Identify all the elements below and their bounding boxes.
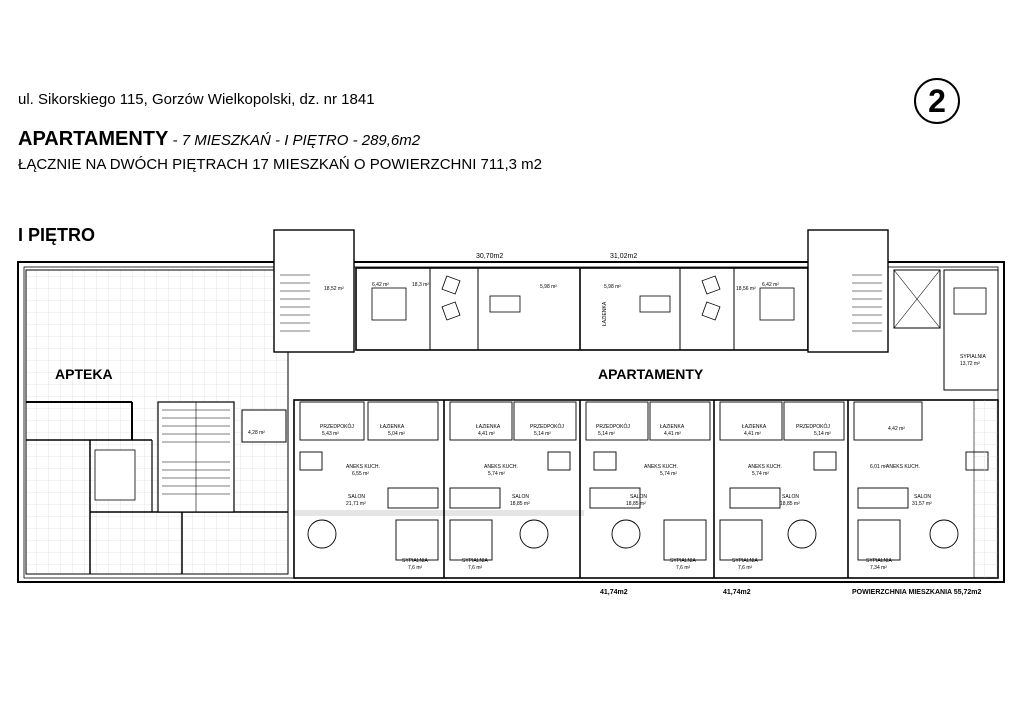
room-area-label: 5,98 m² — [540, 284, 557, 290]
aneks-area: 5,74 m² — [660, 471, 677, 477]
room-area-label: 18,3 m² — [412, 282, 429, 288]
room-area-sypialnia-right: 13,72 m² — [960, 361, 980, 367]
aneks-label: ANEKS KUCH. — [644, 464, 678, 470]
sypialnia-area: 7,34 m² — [870, 565, 887, 571]
lazienka-area: 4,41 m² — [478, 431, 495, 437]
aneks-label: ANEKS KUCH. — [886, 464, 920, 470]
bed — [954, 288, 986, 314]
salon-area: 18,85 m² — [780, 501, 800, 507]
sypialnia-label: SYPIALNIA — [670, 558, 696, 564]
przedpokoj-area: 5,14 m² — [598, 431, 615, 437]
przedpokoj-area: 5,14 m² — [814, 431, 831, 437]
salon-area: 18,85 m² — [510, 501, 530, 507]
lazienka-label: ŁAZIENKA — [476, 424, 501, 430]
bottom-area-label: 41,74m2 — [723, 589, 751, 596]
room-area-label: 18,56 m² — [736, 286, 756, 292]
powierzchnia-label: POWIERZCHNIA MIESZKANIA 55,72m2 — [852, 589, 982, 596]
facade-band — [294, 510, 584, 516]
salon-area: 31,57 m² — [912, 501, 932, 507]
sypialnia-label: SYPIALNIA — [462, 558, 488, 564]
przedpokoj-label: PRZEDPOKÓJ — [320, 424, 354, 430]
page-subtitle: ŁĄCZNIE NA DWÓCH PIĘTRACH 17 MIESZKAŃ O POWIERZCHNI 711,3 m2 — [18, 156, 542, 173]
room-area-label: 5,98 m² — [604, 284, 621, 290]
lazienka-label: ŁAZIENKA — [742, 424, 767, 430]
room-label-lazienka-vertical: ŁAZIENKA — [602, 301, 608, 326]
przedpokoj-area: 5,43 m² — [322, 431, 339, 437]
address: ul. Sikorskiego 115, Gorzów Wielkopolski, dz. nr 1841 — [18, 91, 375, 108]
top-wing — [356, 268, 808, 350]
salon-area: 18,85 m² — [626, 501, 646, 507]
salon-label: SALON — [914, 494, 931, 500]
top-area-label: 31,02m2 — [610, 253, 638, 260]
sypialnia-label: SYPIALNIA — [402, 558, 428, 564]
room-area-label: 18,52 m² — [324, 286, 344, 292]
stair-landing — [242, 410, 286, 442]
aneks-area: 5,74 m² — [488, 471, 505, 477]
sypialnia-area: 7,6 m² — [676, 565, 691, 571]
room-area-label: 6,42 m² — [372, 282, 389, 288]
room-area-label: 6,42 m² — [762, 282, 779, 288]
przedpokoj-area: 5,14 m² — [534, 431, 551, 437]
floor-label: I PIĘTRO — [18, 225, 96, 245]
salon-label: SALON — [630, 494, 647, 500]
facade-band-right — [974, 400, 998, 578]
sheet-number-badge: 2 — [914, 78, 960, 124]
przedpokoj-label: PRZEDPOKÓJ — [530, 424, 564, 430]
zone-label-apartamenty: APARTAMENTY — [598, 366, 704, 382]
aneks-area: 6,01 m² — [870, 464, 887, 470]
lazienka-area: 4,41 m² — [744, 431, 761, 437]
salon-area: 21,71 m² — [346, 501, 366, 507]
aneks-label: ANEKS KUCH. — [346, 464, 380, 470]
sypialnia-area: 7,6 m² — [468, 565, 483, 571]
lazienka-label: ŁAZIENKA — [660, 424, 685, 430]
apteka-room — [95, 450, 135, 500]
zone-label-apteka: APTEKA — [55, 366, 113, 382]
sypialnia-area: 7,6 m² — [408, 565, 423, 571]
przedpokoj-label: PRZEDPOKÓJ — [596, 424, 630, 430]
bottom-area-label: 41,74m2 — [600, 589, 628, 596]
sypialnia-label: SYPIALNIA — [732, 558, 758, 564]
lazienka-label: ŁAZIENKA — [380, 424, 405, 430]
aneks-label: ANEKS KUCH. — [484, 464, 518, 470]
aneks-area: 5,74 m² — [752, 471, 769, 477]
room-area-stair: 4,28 m² — [248, 430, 265, 436]
salon-label: SALON — [348, 494, 365, 500]
lazienka-area: 4,41 m² — [664, 431, 681, 437]
aneks-label: ANEKS KUCH. — [748, 464, 782, 470]
salon-label: SALON — [782, 494, 799, 500]
room-area-442: 4,42 m² — [888, 426, 905, 432]
salon-label: SALON — [512, 494, 529, 500]
top-area-label: 30,70m2 — [476, 253, 504, 260]
room-label-sypialnia-right: SYPIALNIA — [960, 354, 986, 360]
aneks-area: 6,55 m² — [352, 471, 369, 477]
title-detail: - 7 MIESZKAŃ - I PIĘTRO - 289,6m2 — [168, 132, 421, 149]
title-main: APARTAMENTY — [18, 128, 169, 150]
lazienka-area: 5,04 m² — [388, 431, 405, 437]
przedpokoj-label: PRZEDPOKÓJ — [796, 424, 830, 430]
sypialnia-area: 7,6 m² — [738, 565, 753, 571]
sypialnia-label: SYPIALNIA — [866, 558, 892, 564]
